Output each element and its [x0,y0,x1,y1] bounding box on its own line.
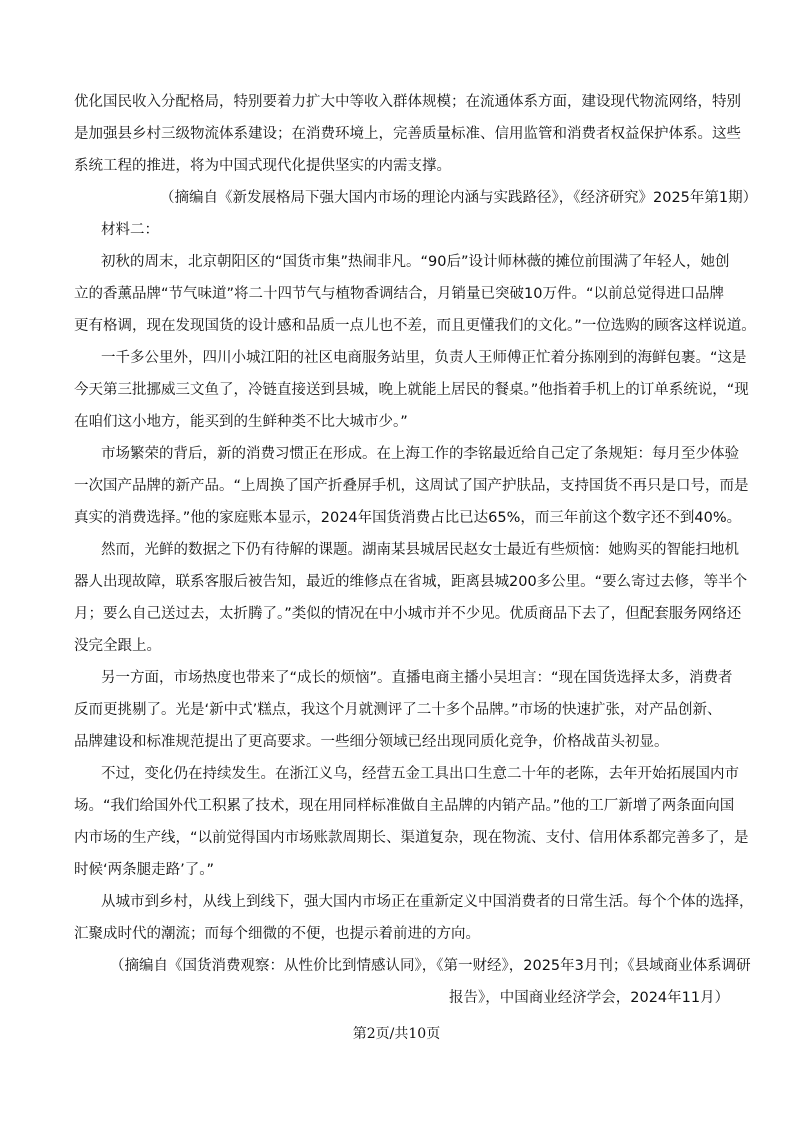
text-line: 场。“我们给国外代工积累了技术，现在用同样标准做自主品牌的内销产品。”他的工厂新增了两条面向国 [74,798,735,814]
text-line: 月；要么自己送过去，太折腾了。”类似的情况在中小城市并不少见。优质商品下去了，但配套服务网络还 [74,606,742,622]
text-line: 系统工程的推进，将为中国式现代化提供坚实的内需支撑。 [74,158,451,174]
source-citation: 报告》，中国商业经济学会，2024年11月） [449,990,730,1006]
text-line: 在咱们这小地方，能买到的生鲜种类不比大城市少。” [74,414,408,430]
text-line: 一千多公里外，四川小城江阳的社区电商服务站里，负责人王师傅正忙着分拣刚到的海鲜包裹。“这是 [101,350,747,366]
text-line: 然而，光鲜的数据之下仍有待解的课题。湖南某县城居民赵女士最近有些烦恼：她购买的智能扫地机 [101,542,739,558]
section-heading: 材料二： [101,222,159,238]
text-line: 从城市到乡村，从线上到线下，强大国内市场正在重新定义中国消费者的日常生活。每个个体的选择， [101,894,754,910]
text-line: 一次国产品牌的新产品。“上周换了国产折叠屏手机，这周试了国产护肤品，支持国货不再只是口号，而是 [74,478,749,494]
text-line: 初秋的周末，北京朝阳区的“国货市集”热闹非凡。“90后”设计师林薇的摊位前围满了年轻人，她创 [101,254,730,270]
text-line: 反而更挑剔了。光是‘新中式’糕点，我这个月就测评了二十多个品牌。”市场的快速扩张，对产品创新、 [74,702,722,718]
text-line: 立的香薰品牌“节气味道”将二十四节气与植物香调结合，月销量已突破10万件。“以前总觉得进口品牌 [74,286,724,302]
text-line: 时候‘两条腿走路’了。” [74,862,214,878]
text-line: 器人出现故障，联系客服后被告知，最近的维修点在省城，距离县城200多公里。“要么寄过去修，等半个 [74,574,748,590]
text-line: 优化国民收入分配格局，特别要着力扩大中等收入群体规模；在流通体系方面，建设现代物流网络，特别 [74,94,741,110]
text-line: 更有格调，现在发现国货的设计感和品质一点儿也不差，而且更懂我们的文化。”一位选购的顾客这样说道。 [74,318,756,334]
text-line: 汇聚成时代的潮流；而每个细微的不便，也提示着前进的方向。 [74,926,480,942]
text-line: 另一方面，市场热度也带来了“成长的烦恼”。直播电商主播小吴坦言：“现在国货选择太多，消费者 [101,670,733,686]
text-line: 市场繁荣的背后，新的消费习惯正在形成。在上海工作的李铭最近给自己定了条规矩：每月至少体验 [101,446,739,462]
source-citation: （摘编自《新发展格局下强大国内市场的理论内涵与实践路径》，《经济研究》2025年第1期） [160,190,758,206]
text-line: 今天第三批挪威三文鱼了，冷链直接送到县城，晚上就能上居民的餐桌。”他指着手机上的订单系统说，“现 [74,382,749,398]
page-number: 第2页/共10页 [352,1026,441,1042]
text-line: 不过，变化仍在持续发生。在浙江义乌，经营五金工具出口生意二十年的老陈，去年开始拓展国内市 [101,766,739,782]
text-line: 是加强县乡村三级物流体系建设；在消费环境上，完善质量标准、信用监管和消费者权益保护体系。这些 [74,126,741,142]
text-line: 真实的消费选择。”他的家庭账本显示，2024年国货消费占比已达65%，而三年前这个数字还不到40%。 [74,510,742,526]
source-citation: （摘编自《国货消费观察：从性价比到情感认同》，《第一财经》，2025年3月刊；《县域商业体系调研 [110,958,751,974]
text-line: 品牌建设和标准规范提出了更高要求。一些细分领域已经出现同质化竞争，价格战苗头初显。 [74,734,669,750]
text-line: 没完全跟上。 [74,638,161,654]
text-line: 内市场的生产线，“以前觉得国内市场账款周期长、渠道复杂，现在物流、支付、信用体系都完善多了，是 [74,830,749,846]
